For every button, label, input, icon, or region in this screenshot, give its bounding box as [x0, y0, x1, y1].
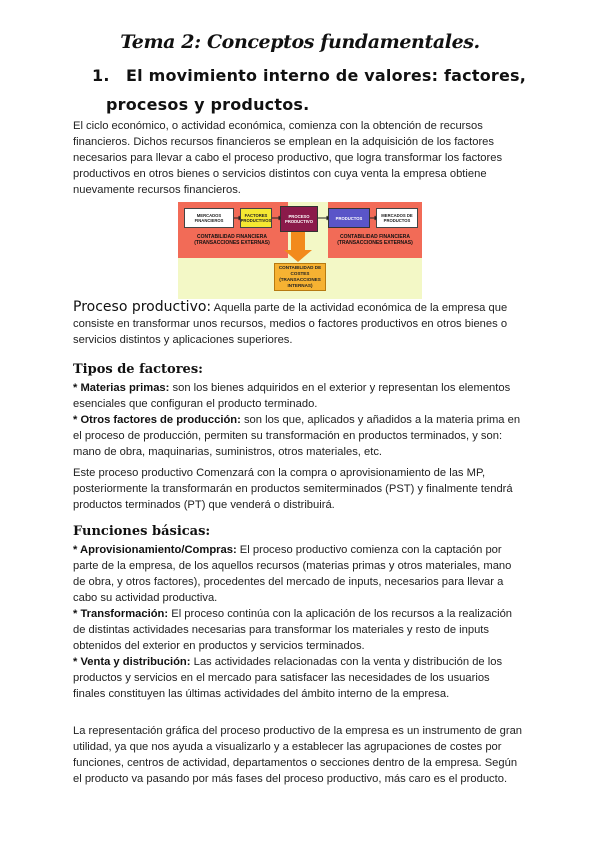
box-productos: PRODUCTOS [328, 208, 370, 228]
funciones-item1-lead: * Aprovisionamiento/Compras: [73, 544, 237, 556]
box-mercados-productos: MERCADOS DE PRODUCTOS [376, 208, 418, 228]
funciones-item-transformacion [73, 606, 525, 654]
tipos-item2-text: son los que, aplicados y añadidos a la materia prima en el proceso de producción, permiten su transformación en productos terminados, y son: mano de obra, maquinarias, suministros, otros materiales, etc. [73, 414, 521, 458]
tipos-item-materias [73, 380, 525, 412]
funciones-item1-text: El proceso productivo comienza con la captación por parte de la empresa, de los aquellos recursos (materias primas y otros materiales, mano de obra, y otros factores), procedentes del mercado de inputs, necesarios para llevar a cabo su actividad productiva. [73, 544, 512, 604]
arrow-down-icon [284, 232, 312, 262]
closing-paragraph: La representación gráfica del proceso productivo de la empresa es un instrumento de gran utilidad, ya que nos ayuda a visualizarlo y a establecer las agrupaciones de costes por funciones, centros de actividad, departamentos o secciones dentro de la empresa. Según el producto va pasando por más fases del proceso productivo, más caro es el producto. [73, 725, 523, 785]
proceso-definition [73, 299, 525, 348]
arrow-right-icon [234, 216, 376, 220]
intro-paragraph: El ciclo económico, o actividad económica, comienza con la obtención de recursos financieros. Dichos recursos financieros se emplean en la adquisición de los factores necesarios para llevar a cabo el proceso productivo, que logra transformar los factores productivos en otros bienes o servicios distintos con cuya venta la empresa obtiene nuevamente recursos financieros. [73, 120, 503, 196]
production-diagram [178, 202, 422, 299]
box-factores-productivos: FACTORES PRODUCTIVOS [240, 208, 272, 228]
right-accounting-label: CONTABILIDAD FINANCIERA (TRANSACCIONES EXTERNAS) [337, 234, 413, 246]
funciones-heading: Funciones básicas: [73, 524, 211, 539]
proceso-lead: Proceso productivo: [73, 299, 212, 315]
funciones-item3-lead: * Venta y distribución: [73, 656, 191, 668]
box-mercados-financieros: MERCADOS FINANCIEROS [184, 208, 234, 228]
page-title: Tema 2: Conceptos fundamentales. [120, 31, 480, 53]
tipos-heading: Tipos de factores: [73, 362, 203, 377]
box-contabilidad-costes: CONTABILIDAD DE COSTES (TRANSACCIONES INTERNAS) [274, 263, 326, 291]
funciones-item2-lead: * Transformación: [73, 608, 169, 620]
section-heading-line1: El movimiento interno de valores: factores, [126, 66, 527, 85]
funciones-item-venta [73, 654, 525, 702]
proceso-text: Aquella parte de la actividad económica de la empresa que consiste en transformar unos recursos, medios o factores productivos en otros bienes o servicios distintos y aplicaciones superiores. [73, 302, 508, 346]
tipos-item1-text: son los bienes adquiridos en el exterior y representan los elementos esenciales que configuran el producto terminado. [73, 382, 511, 410]
paragraph-mp: Este proceso productivo Comenzará con la compra o aprovisionamiento de las MP, posteriormente la transformarán en productos semiterminados (PST) y finalmente tendrá productos terminados (PT) que venderá o distribuirá. [73, 467, 513, 511]
tipos-item-otros [73, 412, 525, 460]
tipos-item2-lead: * Otros factores de producción: [73, 414, 241, 426]
tipos-item1-lead: * Materias primas: [73, 382, 170, 394]
funciones-item-aprovisionamiento [73, 542, 525, 606]
box-proceso-productivo: PROCESO PRODUCTIVO [280, 206, 318, 232]
funciones-item3-text: Las actividades relacionadas con la venta y distribución de los productos y servicios en el mercado para satisfacer las necesidades de los usuarios finales constituyen las últimas actividades del ámbito interno de la empresa. [73, 656, 503, 700]
section-heading-line2: procesos y productos. [106, 95, 310, 114]
section-number: 1. [92, 66, 110, 85]
funciones-item2-text: El proceso continúa con la aplicación de los recursos a la realización de distintas actividades necesarias para transformar los materiales y resto de inputs obtenidos del exterior en productos y servicios terminados. [73, 608, 513, 652]
left-accounting-label: CONTABILIDAD FINANCIERA (TRANSACCIONES EXTERNAS) [194, 234, 270, 246]
